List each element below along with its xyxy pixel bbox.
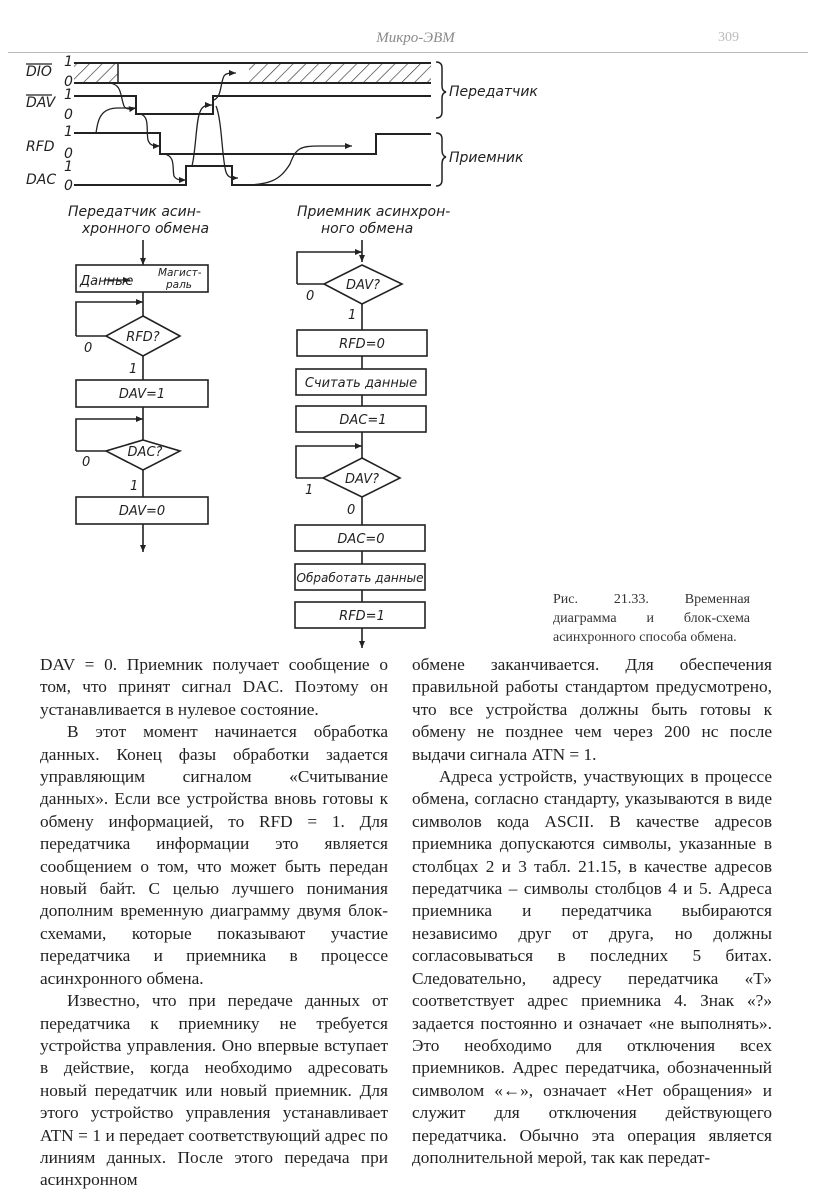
receiver-title-1: Приемник асинхрон- (297, 204, 451, 220)
branch-0: 0 (84, 341, 93, 356)
paragraph: В этот момент начинается обработка данных. Конец фазы обработки задается управляющим сигналом «Считывание данных». Если все устройства вновь готовы к обмену информацией, то RFD = 1. Для передатчика информации это является сообщением о том, что может быть передан новый байт. С целью лучшего понимания дополним временную диаграмму двумя блок-схемами, которые показывают участие передатчика и приемника в процессе асинхронного обмена. (40, 722, 388, 988)
transmitter-title-1: Передатчик асин- (68, 204, 201, 220)
group-label-receiver: Приемник (449, 150, 524, 166)
paragraph: обмене заканчивается. Для обеспечения правильной работы стандартом предусмотрено, что все устройства должны быть готовы к обмену не позднее чем через 200 нс после выдачи сигнала ATN = 1. (412, 655, 772, 764)
label-dac-0: DAC=0 (337, 532, 385, 547)
paragraph: Адреса устройств, участвующих в процессе обмена, согласно стандарту, указываются в виде символов кода ASCII. В качестве адресов приемника допускаются символы, указанные в столбцах 2 и 3 табл. 21.15, в качестве адресов передатчика – символы столбцов 4 и 5. Адреса приемника и передатчика выбираются независимо друг от друга, но должны согласовываться в последних 5 битах. Следовательно, адресу передатчика «Т» соответствует адрес приемника 4. Знак «?» задается постоянно и означает «не выполнять». Это необходимо для отключения всех приемников. Адрес передатчика, обозначенный символом «←», означает «Нет обращения» и служит для отключения действующего передатчика. Обычно эта операция является дополнительной мерой, так как передат- (412, 767, 772, 1167)
dav-waveform (74, 96, 431, 114)
dio-hatch-1 (74, 63, 118, 83)
label-rfd-q: RFD? (126, 330, 160, 345)
transmitter-title-2: хронного обмена (82, 221, 210, 237)
group-label-transmitter: Передатчик (449, 84, 538, 100)
brace-transmitter (436, 62, 446, 118)
label-read-data: Считать данные (304, 376, 418, 391)
signal-label-rfd: RFD (26, 139, 55, 155)
label-dav-q: DAV? (345, 278, 381, 293)
dac-waveform (74, 166, 431, 185)
label-rfd-0: RFD=0 (339, 337, 385, 352)
receiver-title-2: ного обмена (321, 221, 414, 237)
label-dav-q: DAV? (344, 472, 380, 487)
level-1: 1 (64, 87, 73, 103)
signal-label-dio: DIO (26, 64, 52, 80)
paragraph: DAV = 0. Приемник получает сообщение о том, что принят сигнал DAC. Поэтому он устанавливается в нулевое состояние. (40, 655, 388, 719)
running-title: Микро-ЭВМ (376, 30, 455, 46)
paragraph: Известно, что при передаче данных от передатчика к приемнику не требуется устройства управления. Оно впервые вступает в действие, когда необходимо адресовать новый передатчик или новый приемник. Для этого устройство управления устанавливает ATN = 1 и передает соответствующий адрес по линиям данных. После этого передача при асинхронном (40, 991, 388, 1190)
rfd-waveform (74, 133, 431, 154)
level-1: 1 (64, 54, 73, 70)
level-1: 1 (64, 159, 73, 175)
flowchart-receiver (295, 240, 427, 648)
level-0: 0 (64, 74, 73, 90)
label-bus-2: раль (166, 279, 192, 291)
label-dac-q: DAC? (127, 445, 163, 460)
branch-1: 1 (129, 362, 138, 377)
timing-diagram (74, 62, 446, 186)
branch-0: 0 (82, 455, 91, 470)
label-dav-0: DAV=0 (118, 504, 166, 519)
figure-caption: Рис. 21.33. Временная диаграмма и блок-схема асинхронного способа обмена. (553, 592, 750, 645)
label-process-data: Обработать данные (296, 571, 424, 585)
label-dac-1: DAC=1 (339, 413, 387, 428)
text-column-left (40, 654, 388, 1192)
level-0: 0 (64, 178, 73, 194)
branch-0: 0 (306, 289, 315, 304)
label-bus-1: Магист- (158, 267, 202, 279)
label-data: Данные (80, 274, 134, 289)
signal-label-dac: DAC (26, 172, 57, 188)
label-rfd-1: RFD=1 (339, 609, 385, 624)
text-column-right (412, 654, 772, 1169)
level-0: 0 (64, 146, 73, 162)
signal-label-dav: DAV (26, 95, 56, 111)
page-number: 309 (718, 30, 739, 45)
level-1: 1 (64, 124, 73, 140)
dio-hatch-2 (249, 63, 431, 83)
level-0: 0 (64, 107, 73, 123)
branch-1: 1 (305, 483, 314, 498)
branch-1: 1 (348, 308, 357, 323)
branch-1: 1 (130, 479, 139, 494)
brace-receiver (436, 133, 446, 186)
label-dav-1: DAV=1 (118, 387, 166, 402)
branch-0: 0 (347, 503, 356, 518)
